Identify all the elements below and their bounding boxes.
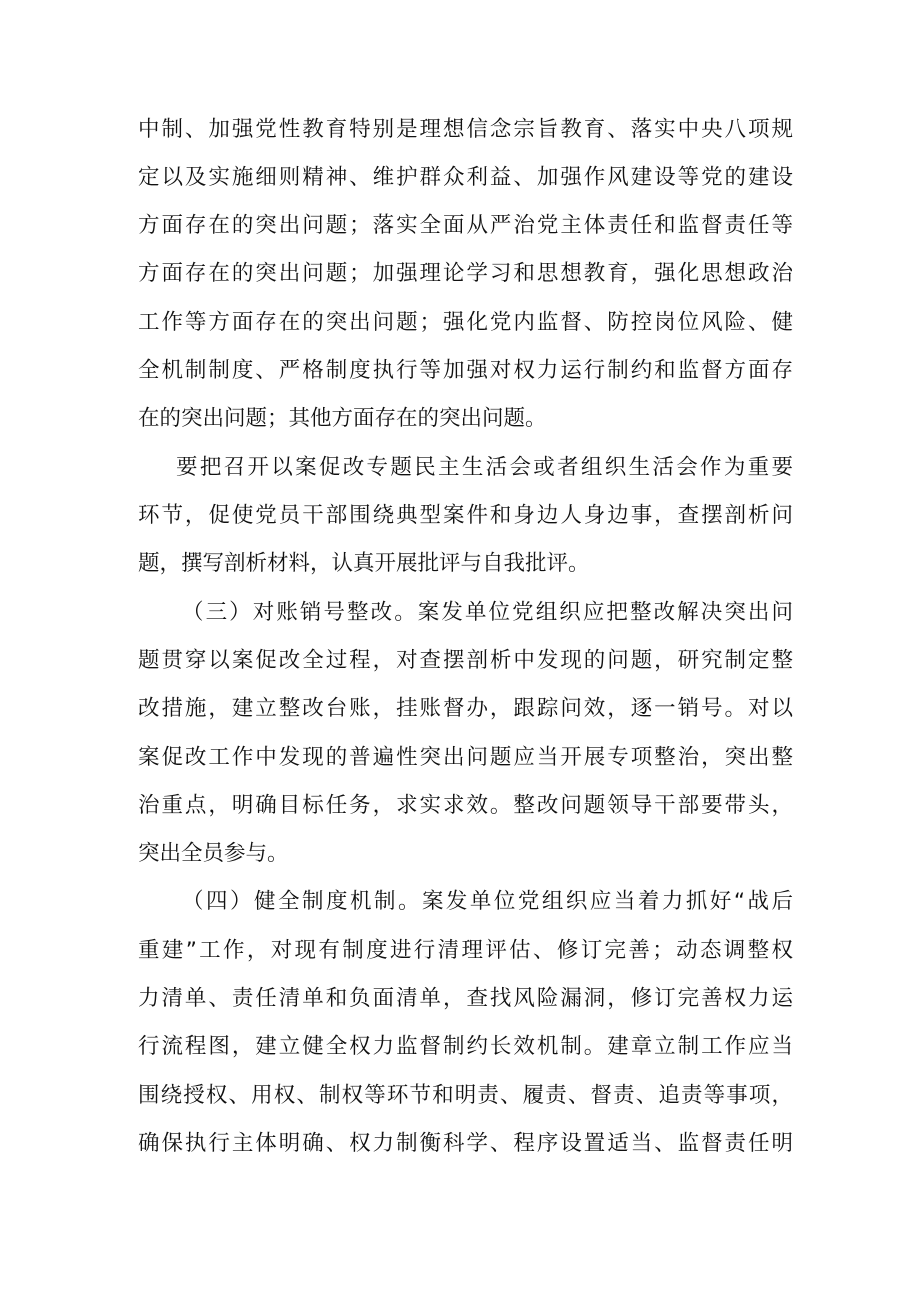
text-line: 治重点，明确目标任务，求实求效。整改问题领导干部要带头，	[138, 793, 793, 818]
text-line: 题，撰写剖析材料，认真开展批评与自我批评。	[138, 551, 590, 576]
text-line: 环节，促使党员干部围绕典型案件和身边人身边事，查摆剖析问	[138, 503, 793, 528]
section-heading-line: （三）对账销号整改。案发单位党组织应把整改解决突出问	[182, 600, 793, 625]
text-line: 确保执行主体明确、权力制衡科学、程序设置适当、监督责任明	[138, 1131, 793, 1156]
text-line: 方面存在的突出问题；加强理论学习和思想教育，强化思想政治	[138, 261, 793, 286]
text-line: 改措施，建立整改台账，挂账督办，跟踪问效，逐一销号。对以	[138, 696, 793, 721]
text-line: 案促改工作中发现的普遍性突出问题应当开展专项整治，突出整	[138, 745, 793, 770]
paragraph-first-line: 要把召开以案促改专题民主生活会或者组织生活会作为重要	[176, 455, 793, 480]
text-line: 工作等方面存在的突出问题；强化党内监督、防控岗位风险、健	[138, 310, 793, 335]
text-line: 在的突出问题；其他方面存在的突出问题。	[138, 406, 547, 431]
text-line: 行流程图，建立健全权力监督制约长效机制。建章立制工作应当	[138, 1034, 793, 1059]
text-line: 全机制制度、严格制度执行等加强对权力运行制约和监督方面存	[138, 358, 793, 383]
text-line: 题贯穿以案促改全过程，对查摆剖析中发现的问题，研究制定整	[138, 648, 793, 673]
text-line: 重建”工作，对现有制度进行清理评估、修订完善；动态调整权	[138, 938, 793, 963]
text-line: 方面存在的突出问题；落实全面从严治党主体责任和监督责任等	[138, 213, 793, 238]
text-line: 突出全员参与。	[138, 841, 289, 866]
section-heading-line: （四）健全制度机制。案发单位党组织应当着力抓好“战后	[182, 889, 793, 914]
text-line: 中制、加强党性教育特别是理想信念宗旨教育、落实中央八项规	[138, 117, 793, 142]
text-line: 定以及实施细则精神、维护群众利益、加强作风建设等党的建设	[138, 165, 793, 190]
text-line: 围绕授权、用权、制权等环节和明责、履责、督责、追责等事项，	[138, 1083, 793, 1108]
text-line: 力清单、责任清单和负面清单，查找风险漏洞，修订完善权力运	[138, 986, 793, 1011]
